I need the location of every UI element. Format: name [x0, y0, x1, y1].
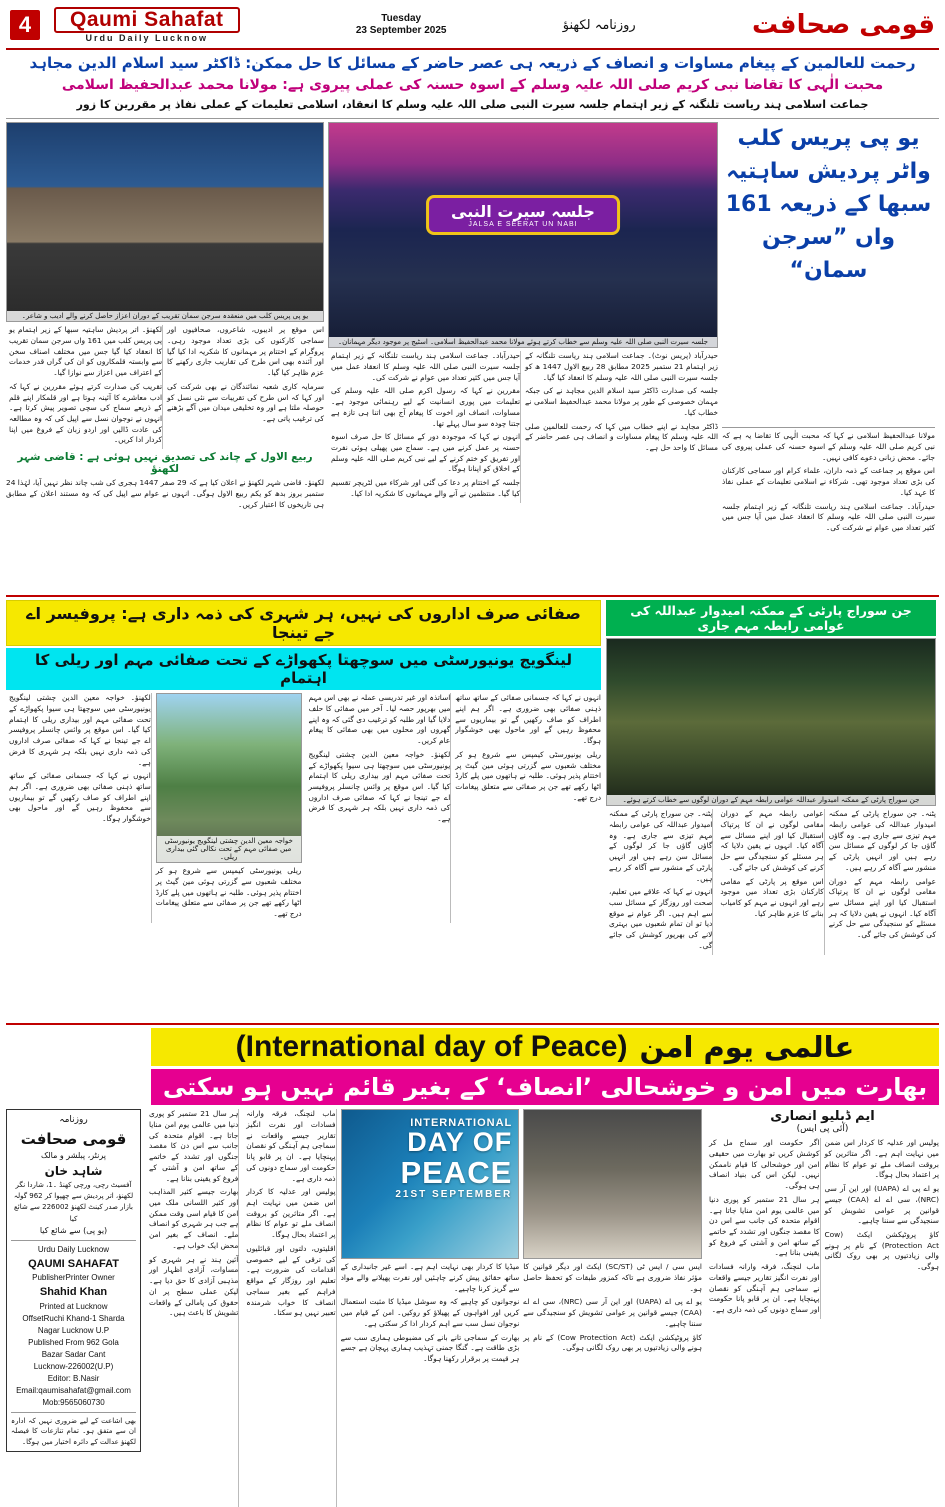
uppress-body-col-b [167, 325, 324, 449]
peace-banner-ur: عالمی یوم امن [639, 1030, 855, 1065]
safai-col-3 [306, 693, 452, 923]
jalsa-column [328, 122, 718, 592]
suraj-p6: عوامی رابطہ مہم کے دوران مقامی لوگوں نے ان کا پرتپاک استقبال کیا اور اپنے مسائل سے آگاہ کیا۔ انہوں نے یقین دلایا کہ ہر مسئلے کو سنجیدگی سے حل کرنے کی کوشش کی جائے گی۔ [828, 876, 936, 940]
jalsa-photo-caption: جلسہ سیرت النبی صلی اللہ علیہ وسلم سے خطاب کرتے ہوئے مولانا محمد عبدالحفیظ اسلامی۔ اسٹیج پر موجود دیگر مہمانان۔ [329, 337, 717, 347]
suraj-p1: پٹنہ۔ جن سوراج پارٹی کے ممکنہ امیدوار عبداللہ کی عوامی رابطہ مہم تیزی سے جاری ہے۔ وہ گاؤں گاؤں جا کر لوگوں کے مسائل سن رہے ہیں اور انہیں پارٹی کے منشور سے آگاہ کر رہے ہیں۔ [609, 809, 713, 883]
jalsa-body-col-b [525, 351, 718, 503]
suraj-block [606, 600, 936, 1020]
top-section [6, 122, 939, 592]
suraj-col-2 [717, 809, 824, 955]
jalsa-side-p3: حیدرآباد۔ جماعت اسلامی ہند ریاست تلنگانہ کے زیر اہتمام جلسہ سیرت النبی صلی اللہ علیہ وسلم کا انعقاد عمل میں آیا جس میں کثیر تعداد میں عوام نے شرکت کی۔ [722, 501, 935, 532]
jalsa-left-p3: انہوں نے کہا کہ موجودہ دور کے مسائل کا حل صرف اسوہ حسنہ پر عمل کرنے میں ہے۔ سماج میں پھیلی ہوئی نفرت اور تفریق کو ختم کرنے کے لیے نبی کریم صلی اللہ علیہ وسلم کے اخلاق کو اپنانا ہوگا۔ [331, 432, 521, 474]
peace-col-1 [146, 1109, 239, 1507]
poster-line-1: INTERNATIONAL [410, 1117, 513, 1130]
imprint-en-l5: Nagar Lucknow U.P [37, 1325, 110, 1335]
bottom-section [6, 1109, 939, 1507]
jalsa-side-body [722, 431, 935, 534]
roznama-urdu: روزنامہ لکھنؤ [562, 17, 636, 33]
imprint-paper-ur: قومی صحافت [20, 1129, 127, 1148]
masthead [6, 4, 939, 50]
award-photo-caption: یو پی پریس کلب میں منعقدہ سرجن سمان تقریب کے دوران اعزاز حاصل کرنے والے ادیب و شاعر۔ [7, 311, 323, 321]
suraj-col-1 [606, 809, 713, 955]
uppress-para-1: لکھنؤ۔ اتر پردیش ساہتیہ سبھا کے زیر اہتمام یو پی پریس کلب میں 161 واں سرجن سمان تقریب کا انعقاد کیا گیا جس میں مختلف اصناف سخن سے وابستہ قلمکاروں کو ان کی گراں قدر خدمات کے اعتراف میں اعزاز سے نوازا گیا۔ [9, 325, 163, 378]
poster-line-3: PEACE [400, 1154, 513, 1190]
safai-p4: اساتذہ اور غیر تدریسی عملہ نے بھی اس مہم میں بھرپور حصہ لیا۔ آخر میں صفائی کا حلف دلایا گیا اور طلبہ کو ترغیب دی گئی کہ وہ اپنے گھروں اور محلوں میں بھی صفائی کا پیغام عام کریں۔ [308, 693, 451, 746]
suraj-meeting-photo [606, 638, 936, 806]
imprint-en-title: QAUMI SAHAFAT [28, 1257, 119, 1270]
peace-banner-magenta: بھارت میں امن و خوشحالی ’انصاف‘ کے بغیر قائم نہیں ہو سکتی [151, 1069, 939, 1105]
peace-p2: بھارت جیسے کثیر المذاہب اور کثیر اللسانی ملک میں امن کا قیام اسی وقت ممکن ہے جب ہر شہری کو انصاف ملے۔ انصاف کے بغیر امن محض ایک خواب ہے۔ [149, 1187, 239, 1250]
safai-col-4 [455, 693, 601, 923]
peace-banner-en: (International day of Peace) [235, 1030, 628, 1064]
safai-banner-cyan: لینگویج یونیورسٹی میں سوچھتا پکھواڑے کے تحت صفائی مہم اور ریلی کا اہتمام [6, 648, 601, 690]
jalsa-right-p1: حیدرآباد (پریس نوٹ)۔ جماعت اسلامی ہند ریاست تلنگانہ کے زیر اہتمام 21 ستمبر 2025 مطابق 28 ربیع الاول 1447 ھ کو جلسہ سیرت النبی صلی اللہ علیہ وسلم کا انعقاد کیا گیا۔ [525, 351, 718, 382]
peace-p4: ماب لنچنگ، فرقہ وارانہ فسادات اور نفرت انگیز تقاریر جیسے واقعات نے سماجی ہم آہنگی کو نقصان پہنچایا ہے۔ ان پر قابو پانا حکومت اور سماج دونوں کی ذمہ داری ہے۔ [246, 1109, 336, 1183]
suraj-p5: پٹنہ۔ جن سوراج پارٹی کے ممکنہ امیدوار عبداللہ کی عوامی رابطہ مہم تیزی سے جاری ہے۔ وہ گاؤں گاؤں جا کر لوگوں کے مسائل سن رہے ہیں اور انہیں پارٹی کے منشور سے آگاہ کر رہے ہیں۔ [828, 809, 936, 872]
chand-body [6, 478, 324, 510]
peace-p13: اگر حکومت اور سماج مل کر کوشش کریں تو بھارت میں حقیقی امن اور خوشحالی کا قیام ناممکن نہیں۔ لیکن اس کی بنیاد انصاف ہی ہوگی۔ [708, 1138, 820, 1191]
peace-p7: میڈیا کا کردار بھی نہایت اہم ہے۔ اسے غیر جانبداری کے ساتھ حقائق پیش کرنے چاہئیں اور نفرت پھیلانے والے مواد سے گریز کرنا چاہیے۔ [340, 1262, 520, 1293]
suraj-p3: عوامی رابطہ مہم کے دوران مقامی لوگوں نے ان کا پرتپاک استقبال کیا اور اپنے مسائل سے آگاہ کیا۔ انہوں نے یقین دلایا کہ ہر مسئلے کو سنجیدگی سے حل کرنے کی کوشش کی جائے گی۔ [720, 809, 824, 872]
nameplate-en [54, 7, 240, 43]
date-block [356, 13, 447, 38]
imprint-en-l10: Email:qaumisahafat@gmail.com [16, 1385, 131, 1395]
imprint-en-l8: Lucknow-226002(U.P) [33, 1361, 114, 1371]
uppress-para-3: اس موقع پر ادیبوں، شاعروں، صحافیوں اور سماجی کارکنوں کی بڑی تعداد موجود رہی۔ پروگرام کے اختتام پر مہمانوں کا شکریہ ادا کیا گیا اور آئندہ بھی اس طرح کی تقاریب جاری رکھنے کا عزم ظاہر کیا گیا۔ [167, 325, 324, 378]
uppress-para-4: سرمایہ کاری شعبہ نمائندگان نے بھی شرکت کی اور کہا کہ اس طرح کی تقریبات سے نئی نسل کو حوصلہ ملتا ہے اور وہ تخلیقی میدان میں آگے بڑھنے کی ترغیب پاتی ہے۔ [167, 381, 324, 423]
uppress-main-headline: یو پی پریس کلب واٹر پردیش ساہتیہ سبھا کے ذریعہ 161 واں ”سرجن سمان“ [725, 126, 932, 284]
imprint-disclaimer: بھی اشاعت کے لیے ضروری نہیں کہ ادارہ ان سے متفق ہو۔ تمام تنازعات کا فیصلہ لکھنؤ عدالت کے دائرہ اختیار میں ہوگا۔ [11, 1416, 136, 1446]
safai-col-2 [156, 866, 302, 920]
uppress-column [6, 122, 324, 592]
weekday: Tuesday [381, 12, 422, 24]
lead-headline-1: رحمت للعالمین کے پیغام مساوات و انصاف کے ذریعہ ہی عصر حاضر کے مسائل کا حل ممکن: ڈاکٹر سید اسلام الدین مجاہد [29, 54, 916, 72]
peace-p18: کاؤ پروٹیکشن ایکٹ (Cow Protection Act) کے نام پر ہونے والی زیادتیوں پر بھی روک لگانی ہوگی۔ [824, 1229, 939, 1272]
peace-article [146, 1109, 939, 1507]
chand-subheadline: ربیع الاول کے چاند کی تصدیق نہیں ہوئی ہے : قاضی شہر لکھنؤ [17, 451, 313, 476]
suraj-p2: انہوں نے کہا کہ علاقے میں تعلیم، صحت اور روزگار کے مسائل سب سے اہم ہیں۔ اگر عوام نے موقع دیا تو ان تمام شعبوں میں بہتری لانے کی بھرپور کوشش کی جائے گی۔ [609, 887, 713, 950]
safai-banner-yellow: صفائی صرف اداروں کی نہیں، ہر شہری کی ذمہ داری ہے: پروفیسر اے جے تینجا [6, 600, 601, 646]
safai-p2: انہوں نے کہا کہ جسمانی صفائی کے ساتھ ساتھ ذہنی صفائی بھی ضروری ہے۔ اگر ہم اپنے اطراف کو صاف رکھیں گے تو بیماریوں سے محفوظ رہیں گے اور ماحول بھی خوشگوار ہوگا۔ [9, 771, 151, 824]
jalsa-side-p1: مولانا عبدالحفیظ اسلامی نے کہا کہ محبت الٰہی کا تقاضا یہ ہے کہ نبی کریم صلی اللہ علیہ وسلم کے اسوہ حسنہ کی عملی پیروی کی جائے۔ محض زبانی دعوے کافی نہیں۔ [722, 431, 935, 462]
byline-name: ایم ڈبلیو انصاری [770, 1109, 875, 1125]
safai-p5: لکھنؤ۔ خواجہ معین الدین چشتی لینگویج یونیورسٹی میں سوچھتا ہی سیوا پکھواڑے کے تحت صفائی مہم اور بیداری ریلی کا اہتمام کیا گیا۔ اس موقع پر وائس چانسلر پروفیسر اے جے تینجا نے کہا کہ صفائی صرف اداروں کی ذمہ داری نہیں بلکہ ہر شہری کا فرض ہے۔ [308, 749, 451, 824]
chand-para-1: لکھنؤ۔ قاضی شہر لکھنؤ نے اعلان کیا ہے کہ 29 صفر 1447 ہجری کی شب چاند نظر نہیں آیا، لہٰذا 24 ستمبر بروز بدھ کو یکم ربیع الاول ہوگی۔ انہوں نے عوام سے اپیل کی کہ وہ مستند اعلان کے مطابق ہی تاریخوں کا اعتبار کریں۔ [6, 478, 324, 509]
peace-p3: آئین ہند نے ہر شہری کو مساوات، آزادی اظہار اور مذہبی آزادی کا حق دیا ہے۔ لیکن عملی سطح پر ان حقوق کی پامالی کے واقعات تشویش کا باعث ہیں۔ [149, 1254, 239, 1318]
byline-sub: (آئی پی ایس) [796, 1124, 849, 1135]
paper-name-en: Qaumi Sahafat [54, 7, 240, 33]
imprint-en-l9: Editor: B.Nasir [47, 1373, 100, 1383]
peace-p5: پولیس اور عدلیہ کا کردار اس ضمن میں نہایت اہم ہے۔ اگر متاثرین کو بروقت انصاف ملے تو عوام کا نظام پر اعتماد بحال ہوگا۔ [246, 1187, 336, 1240]
imprint-en-l7: Bazar Sadar Cant [41, 1349, 106, 1359]
imprint-en-l6: Published From 962 Gola [28, 1337, 119, 1347]
suraj-banner: جن سوراج پارٹی کے ممکنہ امیدوار عبداللہ کی عوامی رابطہ مہم جاری [606, 600, 936, 636]
safai-p7: ریلی یونیورسٹی کیمپس سے شروع ہو کر مختلف شعبوں سے گزرتی ہوئی مین گیٹ پر اختتام پذیر ہوئی۔ طلبہ نے ہاتھوں میں پلے کارڈ اٹھا رکھے تھے جن پر صفائی سے متعلق پیغامات درج تھے۔ [455, 749, 601, 802]
safai-col-1 [6, 693, 152, 923]
jalsa-left-p4: جلسہ کے اختتام پر دعا کی گئی اور شرکاء میں لٹریچر تقسیم کیا گیا۔ منتظمین نے آنے والے مہمانوں کا شکریہ ادا کیا۔ [331, 478, 521, 498]
award-ceremony-photo [6, 122, 324, 322]
imprint-box [6, 1109, 141, 1452]
peace-photo-col [523, 1109, 702, 1507]
safai-p6: انہوں نے کہا کہ جسمانی صفائی کے ساتھ ساتھ ذہنی صفائی بھی ضروری ہے۔ اگر ہم اپنے اطراف کو صاف رکھیں گے تو بیماریوں سے محفوظ رہیں گے اور ماحول بھی خوشگوار ہوگا۔ [455, 693, 601, 746]
peace-p6: اقلیتوں، دلتوں اور قبائلیوں کی ترقی کے لیے خصوصی اقدامات کی ضرورت ہے۔ تعلیم اور روزگار کے مواقع فراہم کیے بغیر سماجی انصاف کا خواب شرمندہ تعبیر نہیں ہو سکتا۔ [246, 1243, 336, 1318]
paper-name-urdu: قومی صحافت [752, 10, 935, 40]
safai-photo-col [156, 693, 302, 923]
imprint-en-l3: Printed at Lucknow [39, 1301, 108, 1311]
peace-banner-yellow [151, 1028, 939, 1066]
peace-col-5 [706, 1138, 821, 1319]
jalsa-photo [328, 122, 718, 348]
page-number: 4 [10, 10, 40, 40]
jalsa-banner-en: JALSA E SEERAT UN NABI [468, 221, 578, 229]
imprint-block [6, 1109, 141, 1507]
cleanliness-rally-photo [156, 693, 302, 863]
peace-p15: ماب لنچنگ، فرقہ وارانہ فسادات اور نفرت انگیز تقاریر جیسے واقعات نے سماجی ہم آہنگی کو نقصان پہنچایا ہے۔ ان پر قابو پانا حکومت اور سماج دونوں کی ذمہ داری ہے۔ [708, 1262, 820, 1315]
imprint-owner-ur: شاہد خان [44, 1164, 103, 1179]
peace-poster-col [341, 1109, 520, 1507]
imprint-en-l2: PublisherPrinter Owner [32, 1273, 115, 1283]
suraj-p4: اس موقع پر پارٹی کے مقامی کارکنان بڑی تعداد میں موجود رہے اور انہوں نے مہم کو کامیاب بنانے کا عزم ظاہر کیا۔ [720, 876, 824, 918]
peace-p12: کاؤ پروٹیکشن ایکٹ (Cow Protection Act) کے نام پر ہونے والی زیادتیوں پر بھی روک لگانی ہوگی۔ [523, 1332, 702, 1353]
safai-block [6, 600, 601, 1020]
peace-banner-row [6, 1028, 939, 1105]
imprint-editor-ur: (یو پی) سے شائع کیا [39, 1225, 108, 1235]
peace-p16: پولیس اور عدلیہ کا کردار اس ضمن میں نہایت اہم ہے۔ اگر متاثرین کو بروقت انصاف ملے تو عوام کا نظام پر اعتماد بحال ہوگا۔ [824, 1138, 939, 1180]
peace-p9: بھارت کے سماجی تانے بانے کی مضبوطی ہماری سب سے بڑی طاقت ہے۔ گنگا جمنی تہذیب ہماری پہچان ہے جسے ہر قیمت پر برقرار رکھنا ہوگا۔ [340, 1332, 520, 1363]
lead-headline-2: محبت الٰہی کا تقاضا نبی کریم صلی اللہ علیہ وسلم کے اسوہ حسنہ کی عملی پیروی ہے: مولانا محمد عبدالحفیظ اسلامی [61, 76, 884, 93]
safai-photo-caption: خواجہ معین الدین چشتی لینگویج یونیورسٹی میں صفائی مہم کے تحت نکالی گئی بیداری ریلی۔ [157, 836, 301, 862]
uppress-body-col-a [6, 325, 163, 449]
uppress-para-2: تقریب کی صدارت کرتے ہوئے مقررین نے کہا کہ ادب معاشرے کا آئینہ ہوتا ہے اور قلمکار اپنے قلم کے ذریعے سماج کی سچی تصویر پیش کرتا ہے۔ انہوں نے نوجوان نسل سے اپیل کی کہ وہ مطالعہ کی عادت ڈالیں اور اردو زبان کے فروغ میں اپنا کردار ادا کریں۔ [9, 381, 163, 445]
safai-p3: ریلی یونیورسٹی کیمپس سے شروع ہو کر مختلف شعبوں سے گزرتی ہوئی مین گیٹ پر اختتام پذیر ہوئی۔ طلبہ نے ہاتھوں میں پلے کارڈ اٹھا رکھے تھے جن پر صفائی سے متعلق پیغامات درج تھے۔ [155, 866, 302, 919]
suraj-photo-caption: جن سوراج پارٹی کے ممکنہ امیدوار عبداللہ عوامی رابطہ مہم کے دوران لوگوں سے خطاب کرتے ہوئے۔ [607, 795, 935, 805]
lead-headline-3: جماعت اسلامی ہند ریاست تلنگنہ کے زیر اہتمام جلسہ سیرت النبی صلی اللہ علیہ وسلم کا انعقاد، اسلامی تعلیمات کے عملی نفاذ پر مقررین کا زور [76, 97, 869, 111]
uppress-headline-column [722, 122, 935, 592]
imprint-publisher-ur: پرنٹر، پبلشر و مالک [41, 1151, 106, 1161]
peace-col-2 [243, 1109, 336, 1507]
peace-p10: ایس سی / ایس ٹی (SC/ST) ایکٹ اور دیگر قوانین کا مؤثر نفاذ ضروری ہے تاکہ کمزور طبقات کو تحفظ حاصل ہو۔ [523, 1262, 702, 1293]
peace-scene-photo [523, 1109, 702, 1259]
imprint-en-line1: Urdu Daily Lucknow [37, 1244, 110, 1254]
poster-line-2: DAY OF [407, 1127, 513, 1158]
poster-line-4: 21ST SEPTEMBER [395, 1189, 513, 1201]
jalsa-right-p3: ڈاکٹر مجاہد نے اپنے خطاب میں کہا کہ رحمت للعالمین صلی اللہ علیہ وسلم کا پیغام مساوات و انصاف ہی عصر حاضر کے مسائل کا واحد حل ہے۔ [525, 421, 718, 452]
peace-p11: یو اے پی اے (UAPA) اور این آر سی (NRC)، سی اے اے (CAA) جیسے قوانین پر عوامی تشویش کو سنجیدگی سے سننا چاہیے۔ [523, 1297, 702, 1328]
jalsa-side-p2: اس موقع پر جماعت کے ذمہ داران، علماء کرام اور سماجی کارکنان کی بڑی تعداد موجود تھی۔ شرکاء نے اسلامی تعلیمات کے عملی نفاذ کا عہد کیا۔ [722, 466, 935, 497]
middle-section [6, 600, 939, 1020]
peace-col-3 [341, 1262, 520, 1365]
peace-p8: نوجوانوں کو چاہیے کہ وہ سوشل میڈیا کا مثبت استعمال کریں اور افواہوں کے پھیلاؤ کو روکیں۔ امن کے قیام میں نوجوان نسل سب سے اہم کردار ادا کر سکتی ہے۔ [340, 1297, 520, 1328]
peace-col-4 [523, 1262, 702, 1354]
jalsa-right-p2: جلسہ کی صدارت ڈاکٹر سید اسلام الدین مجاہد نے کی جبکہ مہمان خصوصی کے طور پر مولانا محمد عبدالحفیظ اسلامی نے خطاب کیا۔ [525, 386, 718, 417]
peace-poster-image [341, 1109, 520, 1259]
suraj-col-3 [829, 809, 936, 955]
imprint-roznama: روزنامہ [59, 1115, 88, 1126]
jalsa-left-p1: حیدرآباد۔ جماعت اسلامی ہند ریاست تلنگانہ کے زیر اہتمام جلسہ سیرت النبی صلی اللہ علیہ وسلم کا انعقاد عمل میں آیا جس میں کثیر تعداد میں عوام نے شرکت کی۔ [331, 351, 521, 382]
paper-sub-en: Urdu Daily Lucknow [85, 32, 209, 43]
peace-byline-col [706, 1109, 939, 1507]
imprint-en-l4: OffsetRuchi Khand-1 Sharda [22, 1313, 125, 1323]
safai-p1: لکھنؤ۔ خواجہ معین الدین چشتی لینگویج یونیورسٹی میں سوچھتا ہی سیوا پکھواڑے کے تحت صفائی مہم اور بیداری ریلی کا اہتمام کیا گیا۔ اس موقع پر وائس چانسلر پروفیسر اے جے تینجا نے کہا کہ صفائی صرف اداروں کی ذمہ داری نہیں بلکہ ہر شہری کا فرض ہے۔ [9, 693, 151, 767]
jalsa-left-p2: مقررین نے کہا کہ رسول اکرم صلی اللہ علیہ وسلم کی تعلیمات میں پوری انسانیت کے لیے رہنمائی موجود ہے۔ مساوات، انصاف اور اخوت کا پیغام آج بھی اتنا ہی تازہ ہے جتنا چودہ سو سال پہلے تھا۔ [331, 386, 521, 428]
peace-byline [706, 1109, 939, 1134]
imprint-en-owner: Shahid Khan [39, 1286, 108, 1299]
peace-col-6 [825, 1138, 940, 1319]
lead-headlines [6, 50, 939, 115]
imprint-address-ur: آفسیٹ رچی، ورچی کھنڈ ۔1، شاردا نگر لکھنؤ، اتر پردیش سے چھپوا کر 962 گولہ بازار صدر کینٹ لکھنؤ 226002 سے شائع کیا [13, 1181, 134, 1223]
date: 23 September 2025 [355, 25, 447, 36]
jalsa-body-col-a [328, 351, 521, 503]
jalsa-banner-urdu: جلسہ سیرت النبی [451, 202, 595, 222]
peace-p14: ہر سال 21 ستمبر کو پوری دنیا میں عالمی یوم امن منایا جاتا ہے۔ اقوام متحدہ کی جانب سے اس دن کا مقصد جنگوں اور تشدد کے خاتمے کے ساتھ امن و آشتی کے فروغ کو یقینی بنانا ہے۔ [708, 1194, 820, 1258]
peace-p1: ہر سال 21 ستمبر کو پوری دنیا میں عالمی یوم امن منایا جاتا ہے۔ اقوام متحدہ کی جانب سے اس دن کا مقصد جنگوں اور تشدد کے خاتمے کے ساتھ امن و آشتی کے فروغ کو یقینی بنانا ہے۔ [149, 1109, 239, 1183]
imprint-en-l11: Mob:9565060730 [42, 1397, 105, 1407]
peace-p17: یو اے پی اے (UAPA) اور این آر سی (NRC)، سی اے اے (CAA) جیسے قوانین پر عوامی تشویش کو سنجیدگی سے سننا چاہیے۔ [824, 1184, 939, 1226]
